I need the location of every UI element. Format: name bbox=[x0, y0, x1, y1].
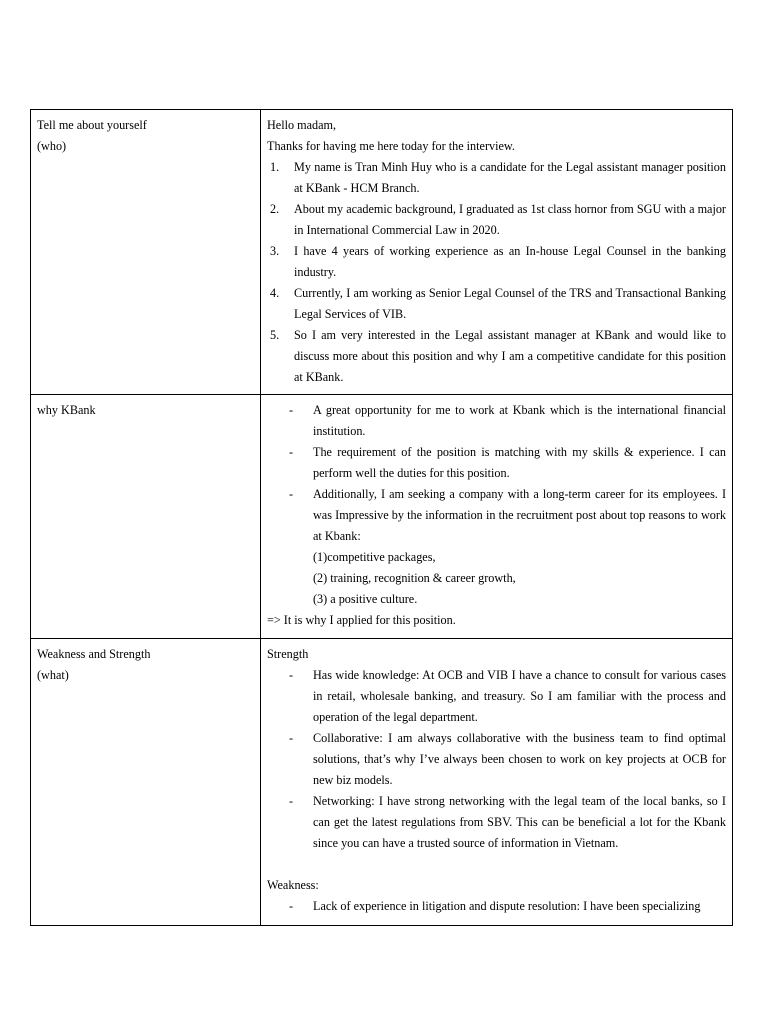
list-item bbox=[267, 157, 726, 199]
list-item bbox=[267, 484, 726, 547]
qa-row-why-kbank bbox=[31, 395, 733, 639]
reason-line: (3) a positive culture. bbox=[313, 592, 418, 606]
strength-heading: Strength bbox=[267, 647, 309, 661]
answer-cell bbox=[261, 639, 733, 926]
question-cell bbox=[31, 395, 261, 639]
list-item-text: Collaborative: I am always collaborative with the business team to find optimal solutions, that’s why I’ve always been chosen to work on key projects at OCB for new biz models. bbox=[313, 731, 726, 787]
list-marker: - bbox=[289, 899, 294, 913]
list-item-text: So I am very interested in the Legal assistant manager at KBank and would like to discuss more about this position and why I am a competitive candidate for this position at KBank. bbox=[294, 328, 726, 384]
list-item bbox=[267, 442, 726, 484]
list-item-text: Lack of experience in litigation and dispute resolution: I have been specializing bbox=[313, 899, 701, 913]
list-item-text: The requirement of the position is matching with my skills & experience. I can perform well the duties for this position. bbox=[313, 445, 726, 480]
list-marker: 4. bbox=[270, 286, 280, 300]
list-item bbox=[267, 241, 726, 283]
list-item bbox=[267, 665, 726, 728]
list-item-text: Currently, I am working as Senior Legal Counsel of the TRS and Transactional Banking Legal Services of VIB. bbox=[294, 286, 726, 321]
list-marker: - bbox=[289, 403, 294, 417]
list-marker: 2. bbox=[270, 202, 280, 216]
answer-cell bbox=[261, 395, 733, 639]
list-marker: 3. bbox=[270, 244, 280, 258]
list-item bbox=[267, 283, 726, 325]
strength-list bbox=[267, 665, 726, 854]
question-text: Weakness and Strength bbox=[37, 647, 151, 661]
list-item-text: About my academic background, I graduated as 1st class hornor from SGU with a major in International Commercial Law in 2020. bbox=[294, 202, 726, 237]
list-item bbox=[267, 400, 726, 442]
reason-line: (1)competitive packages, bbox=[313, 550, 436, 564]
answer-cell bbox=[261, 110, 733, 395]
interview-qa-table bbox=[30, 109, 733, 926]
qa-row-weakness-strength bbox=[31, 639, 733, 926]
list-marker: - bbox=[289, 445, 294, 459]
question-subtext: (what) bbox=[37, 668, 69, 682]
list-marker: - bbox=[289, 668, 294, 682]
spacer bbox=[267, 854, 726, 875]
list-item-text: I have 4 years of working experience as an In-house Legal Counsel in the banking industry. bbox=[294, 244, 726, 279]
dash-list bbox=[267, 400, 726, 547]
question-cell bbox=[31, 639, 261, 926]
list-marker: 1. bbox=[270, 160, 280, 174]
list-marker: 5. bbox=[270, 328, 280, 342]
question-subtext: (who) bbox=[37, 139, 67, 153]
list-item bbox=[267, 728, 726, 791]
list-item-text: Has wide knowledge: At OCB and VIB I have a chance to consult for various cases in retail, wholesale banking, and treasury. So I am familiar with the process and operation of the legal department. bbox=[313, 668, 726, 724]
question-text: Tell me about yourself bbox=[37, 118, 147, 132]
list-marker: - bbox=[289, 794, 294, 808]
qa-row-about-yourself bbox=[31, 110, 733, 395]
reason-line: (2) training, recognition & career growth, bbox=[313, 571, 516, 585]
list-item-text: Additionally, I am seeking a company with a long-term career for its employees. I was Impressive by the information in the recruitment post about top reasons to work at Kbank: bbox=[313, 487, 726, 543]
question-text: why KBank bbox=[37, 403, 96, 417]
conclusion-text: => It is why I applied for this position. bbox=[267, 613, 456, 627]
list-marker: - bbox=[289, 731, 294, 745]
list-item-text: Networking: I have strong networking with the legal team of the local banks, so I can get the latest regulations from SBV. This can be beneficial a lot for the Kbank since you can have a trusted source of information in Vietnam. bbox=[313, 794, 726, 850]
greeting-text: Hello madam, bbox=[267, 118, 337, 132]
weakness-heading: Weakness: bbox=[267, 878, 319, 892]
list-item-text: A great opportunity for me to work at Kbank which is the international financial institution. bbox=[313, 403, 726, 438]
list-item bbox=[267, 199, 726, 241]
list-item bbox=[267, 325, 726, 388]
numbered-list bbox=[267, 157, 726, 388]
list-item bbox=[267, 791, 726, 854]
list-marker: - bbox=[289, 487, 294, 501]
list-item bbox=[267, 896, 726, 917]
question-cell bbox=[31, 110, 261, 395]
intro-text: Thanks for having me here today for the interview. bbox=[267, 139, 515, 153]
weakness-list bbox=[267, 896, 726, 917]
list-item-text: My name is Tran Minh Huy who is a candidate for the Legal assistant manager position at KBank - HCM Branch. bbox=[294, 160, 726, 195]
